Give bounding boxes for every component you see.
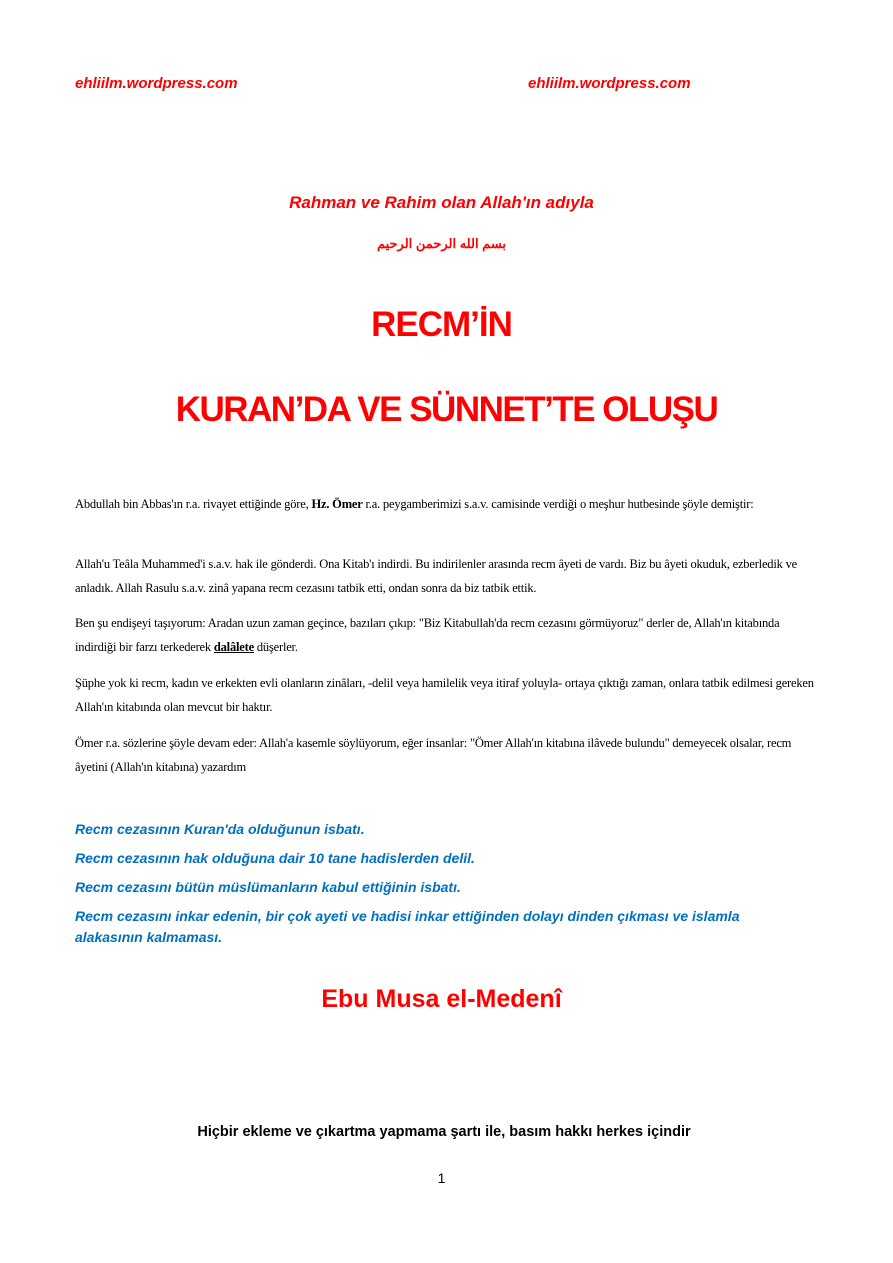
paragraph-3-underlined: dalâlete — [213, 640, 254, 654]
paragraph-3-after: düşerler. — [253, 640, 298, 654]
basmala-turkish: Rahman ve Rahim olan Allah'ın adıyla — [289, 193, 594, 212]
paragraph-1-bold: Hz. Ömer — [311, 497, 363, 511]
author-name: Ebu Musa el-Medenî — [321, 985, 562, 1013]
topic-item: Recm cezasının hak olduğuna dair 10 tane hadislerden delil. — [75, 850, 475, 866]
topic-item: Recm cezasını inkar edenin, bir çok ayeti ve hadisi inkar ettiğinden dolayı dinden çıkması ve islamla alakasının kalmaması. — [75, 908, 740, 945]
paragraph-4-text: Şüphe yok ki recm, kadın ve erkekten evli olanların zinâları, -delil veya hamilelik veya itiraf yoluyla- ortaya çıktığı zaman, onlara tatbik edilmesi gereken Allah'ın kitabında olan mevcut bir haktır. — [75, 676, 814, 714]
header-link-left[interactable]: ehliilm.wordpress.com — [75, 75, 238, 92]
paragraph-3 — [75, 611, 815, 659]
copyright-notice: Hiçbir ekleme ve çıkartma yapmama şartı ile, basım hakkı herkes içindir — [197, 1124, 691, 1140]
page-number: 1 — [437, 1170, 446, 1186]
paragraph-3-before: Ben şu endişeyi taşıyorum: Aradan uzun zaman geçince, bazıları çıkıp: "Biz Kitabullah'da recm cezasını görmüyoruz" derler de, Allah'ın kitabında indirdiği bir farzı terkederek — [75, 616, 780, 654]
topic-item: Recm cezasını bütün müslümanların kabul ettiğinin isbatı. — [75, 879, 461, 895]
paragraph-5-text: Ömer r.a. sözlerine şöyle devam eder: Allah'a kasemle söylüyorum, eğer insanlar: "Ömer Allah'ın kitabına ilâvede bulundu" demeyecek olsalar, recm âyetini (Allah'ın kitabına) yazardım — [75, 736, 792, 774]
header-link-right[interactable]: ehliilm.wordpress.com — [528, 75, 691, 92]
paragraph-5 — [75, 731, 815, 779]
paragraph-1-before: Abdullah bin Abbas'ın r.a. rivayet ettiğinde göre, — [75, 497, 312, 511]
topic-item: Recm cezasının Kuran'da olduğunun isbatı. — [75, 821, 365, 837]
paragraph-2-text: Allah'u Teâla Muhammed'i s.a.v. hak ile gönderdi. Ona Kitab'ı indirdi. Bu indirilenler arasında recm âyeti de vardı. Biz bu âyeti okuduk, ezberledik ve anladık. Allah Rasulu s.a.v. zinâ yapana recm cezasını tatbik etti, ondan sonra da biz tatbik ettik. — [75, 557, 797, 595]
title-line-1: RECM’İN — [371, 305, 512, 344]
basmala-arabic: بسم الله الرحمن الرحيم — [376, 236, 507, 251]
paragraph-1-after: r.a. peygamberimizi s.a.v. camisinde verdiği o meşhur hutbesinde şöyle demiştir: — [362, 497, 754, 511]
title-line-2: KURAN’DA VE SÜNNET’TE OLUŞU — [175, 390, 718, 429]
paragraph-2 — [75, 552, 815, 600]
paragraph-4 — [75, 671, 815, 719]
paragraph-1 — [75, 492, 815, 516]
